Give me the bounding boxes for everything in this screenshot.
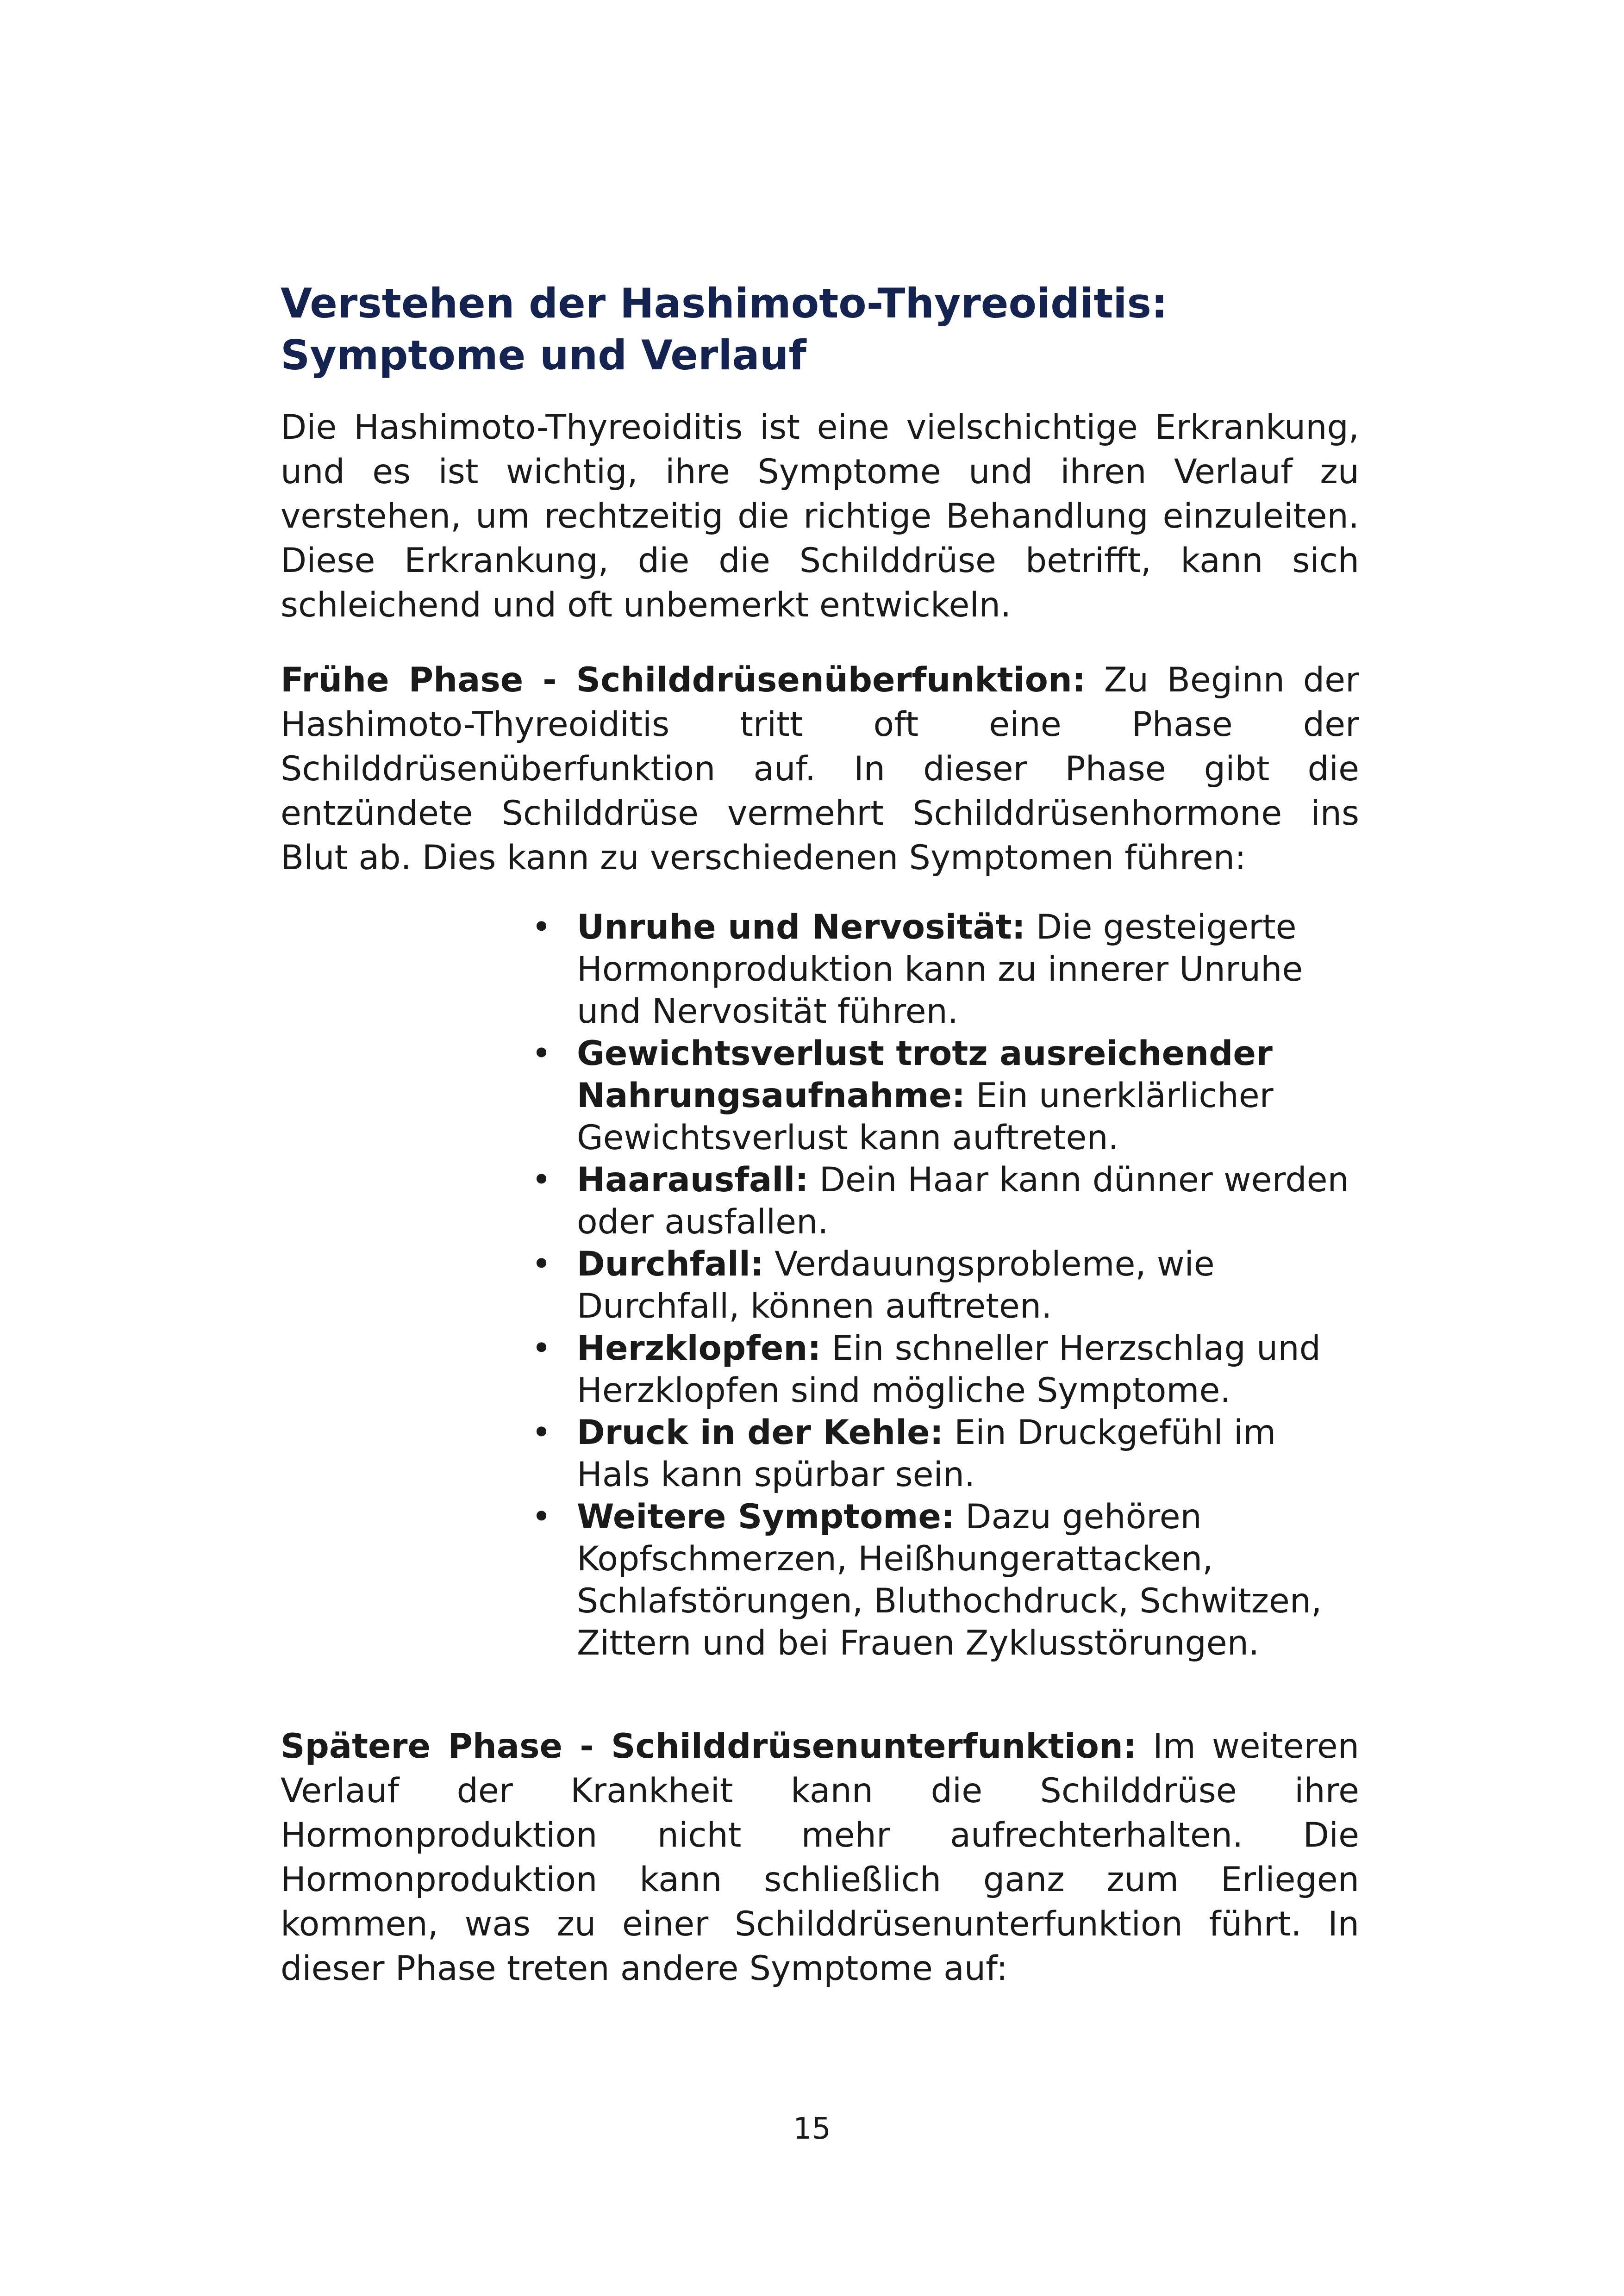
list-item bbox=[528, 1327, 1359, 1412]
symptom-text: Die gesteigerte Hormonproduktion kann zu innerer Unruhe und Nervosität führen. bbox=[577, 908, 1303, 1031]
symptom-term: Durchfall: bbox=[577, 1244, 764, 1284]
late-phase-label: Spätere Phase - Schilddrüsenunterfunktion: bbox=[281, 1727, 1137, 1766]
symptom-term: Druck in der Kehle: bbox=[577, 1413, 943, 1452]
list-item bbox=[528, 1033, 1359, 1159]
bullet-icon: • bbox=[531, 1034, 552, 1073]
symptom-text: Ein schneller Herzschlag und Herzklopfen sind mögliche Symptome. bbox=[577, 1329, 1321, 1410]
bullet-icon: • bbox=[531, 1497, 552, 1537]
intro-paragraph: Die Hashimoto-Thyreoiditis ist eine vielschichtige Erkrankung, und es ist wichtig, ihre Symptome und ihren Verlauf zu verstehen, um rechtzeitig die richtige Behandlung einzuleiten. Diese Erkrankung, die die Schilddrüse betrifft, kann sich schleichend und oft unbemerkt entwickeln. bbox=[281, 408, 1359, 625]
list-item bbox=[528, 1243, 1359, 1327]
bullet-icon: • bbox=[531, 1244, 552, 1284]
list-item bbox=[528, 1412, 1359, 1496]
early-phase-paragraph bbox=[281, 658, 1359, 880]
bullet-icon: • bbox=[531, 1413, 552, 1452]
early-phase-label: Frühe Phase - Schilddrüsenüberfunktion: bbox=[281, 660, 1086, 700]
list-item bbox=[528, 1496, 1359, 1664]
symptom-text: Verdauungsprobleme, wie Durchfall, können auftreten. bbox=[577, 1244, 1215, 1326]
symptom-text: Dein Haar kann dünner werden oder ausfallen. bbox=[577, 1160, 1349, 1242]
section-spacer bbox=[281, 1664, 1359, 1724]
section-heading: Verstehen der Hashimoto-Thyreoiditis: Symptome und Verlauf bbox=[281, 280, 1168, 379]
list-item bbox=[528, 906, 1359, 1033]
symptom-list bbox=[281, 906, 1359, 1664]
symptom-term: Unruhe und Nervosität: bbox=[577, 908, 1025, 947]
symptom-text: Ein Druckgefühl im Hals kann spürbar sein. bbox=[577, 1413, 1276, 1494]
bullet-icon: • bbox=[531, 1160, 552, 1200]
early-phase-text: Zu Beginn der Hashimoto-Thyreoiditis tritt oft eine Phase der Schilddrüsenüberfunktion auf. In dieser Phase gibt die entzündete Schilddrüse vermehrt Schilddrüsenhormone ins Blut ab. Dies kann zu verschiedenen Symptomen führen: bbox=[281, 660, 1359, 877]
list-item bbox=[528, 1159, 1359, 1243]
bullet-icon: • bbox=[531, 908, 552, 947]
symptom-text: Dazu gehören Kopfschmerzen, Heißhungerattacken, Schlafstörungen, Bluthochdruck, Schwitzen, Zittern und bei Frauen Zyklusstörungen. bbox=[577, 1497, 1322, 1663]
page-number: 15 bbox=[793, 2112, 831, 2146]
symptom-term: Haarausfall: bbox=[577, 1160, 809, 1200]
symptom-term: Herzklopfen: bbox=[577, 1329, 821, 1368]
late-phase-text: Im weiteren Verlauf der Krankheit kann die Schilddrüse ihre Hormonproduktion nicht mehr aufrechterhalten. Die Hormonproduktion kann schließlich ganz zum Erliegen kommen, was zu einer Schilddrüsenunterfunktion führt. In dieser Phase treten andere Symptome auf: bbox=[281, 1727, 1359, 1988]
page-content bbox=[281, 278, 1359, 1991]
symptom-term: Weitere Symptome: bbox=[577, 1497, 955, 1537]
late-phase-paragraph bbox=[281, 1724, 1359, 1991]
bullet-icon: • bbox=[531, 1329, 552, 1368]
symptom-text: Ein unerklärlicher Gewichtsverlust kann auftreten. bbox=[577, 1076, 1274, 1157]
symptom-term: Gewichtsverlust trotz ausreichender Nahrungsaufnahme: bbox=[577, 1034, 1273, 1115]
